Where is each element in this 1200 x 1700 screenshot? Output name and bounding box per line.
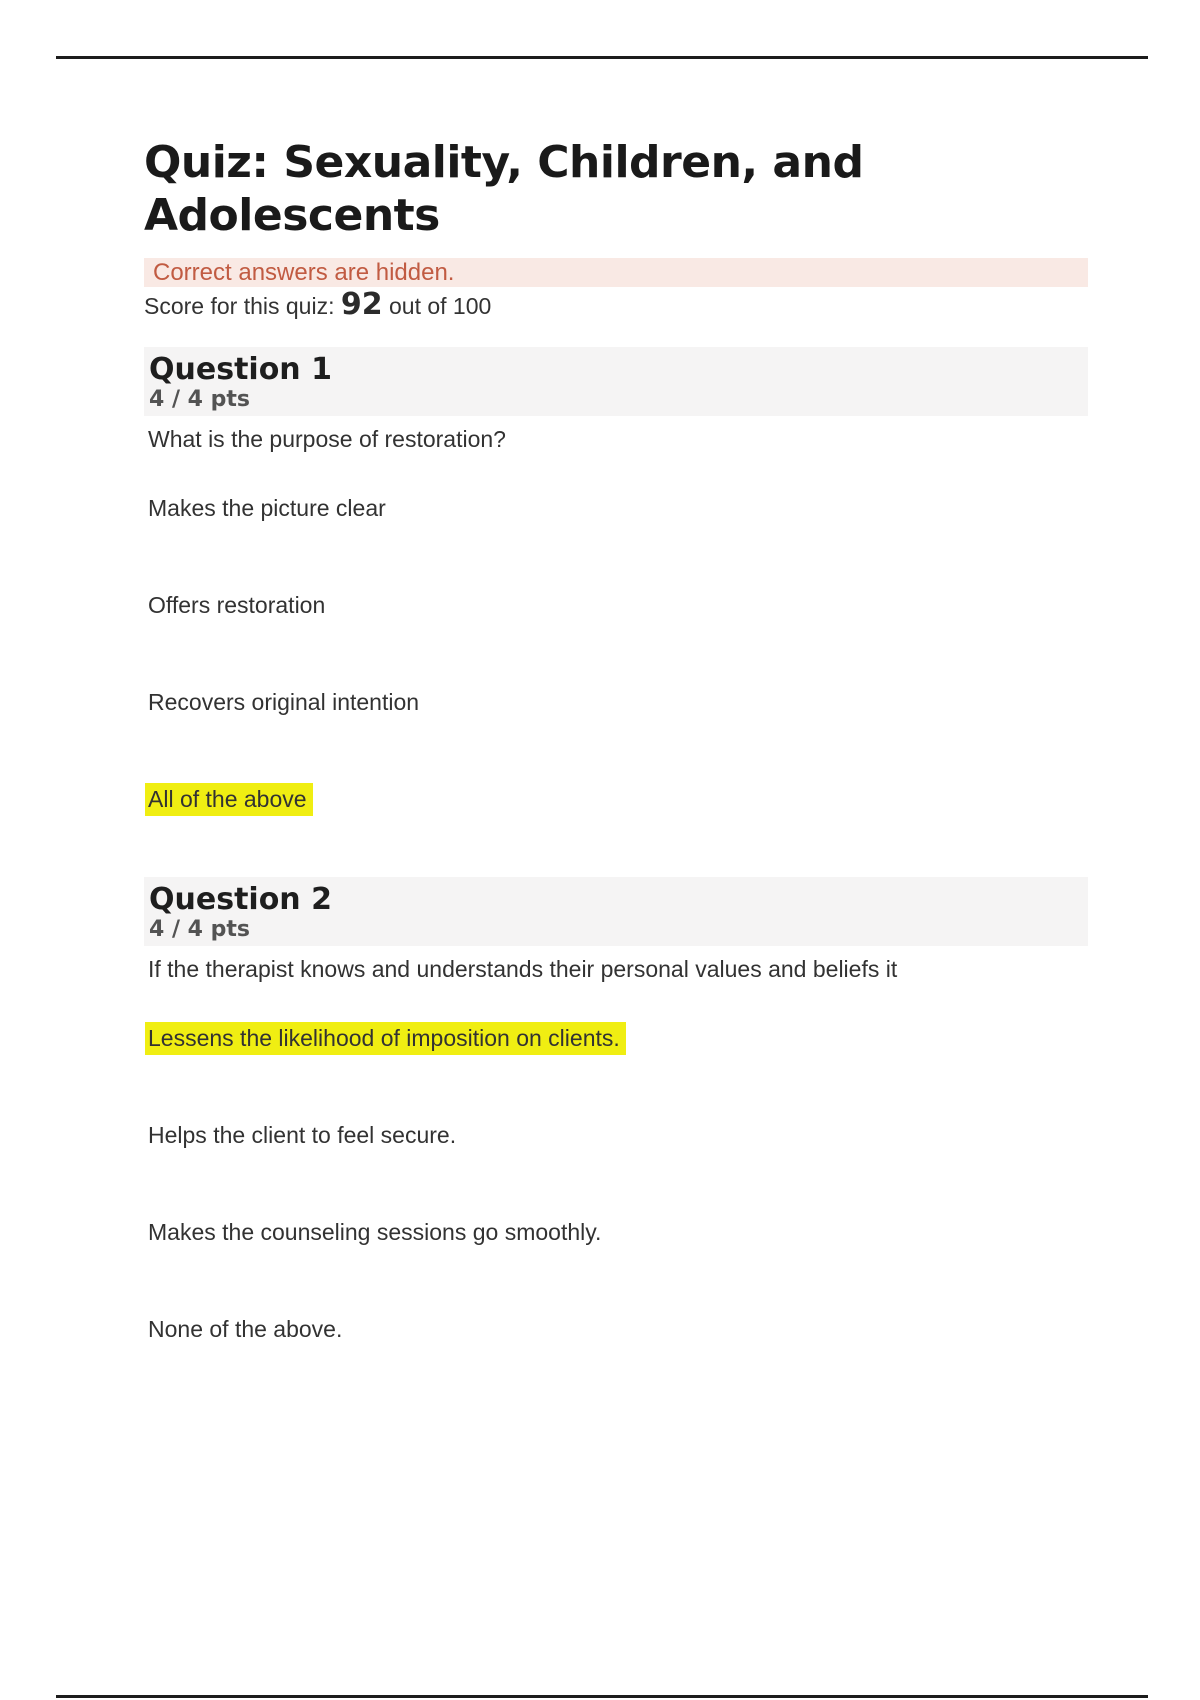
quiz-document <box>144 0 1088 1343</box>
answer-option <box>144 1025 1088 1052</box>
score-prefix: Score for this quiz: <box>144 293 335 319</box>
answer-option <box>144 689 1088 716</box>
answer-option <box>144 786 1088 813</box>
score-value: 92 <box>340 287 383 322</box>
question-section <box>144 347 1088 813</box>
options-list <box>144 495 1088 813</box>
answer-option-label: None of the above. <box>148 1316 343 1342</box>
question-heading: Question 1 <box>149 352 332 387</box>
answer-option <box>144 1122 1088 1149</box>
question-points: 4 / 4 pts <box>149 917 250 942</box>
question-section <box>144 877 1088 1343</box>
quiz-title: Quiz: Sexuality, Children, and Adolescents <box>144 137 864 241</box>
answer-option <box>144 1219 1088 1246</box>
highlighted-answer-label: Lessens the likelihood of imposition on clients. <box>145 1022 626 1055</box>
score-suffix: out of 100 <box>389 293 492 319</box>
question-text: What is the purpose of restoration? <box>148 426 506 452</box>
answer-option-label: Offers restoration <box>148 592 326 618</box>
questions-list <box>144 347 1088 1343</box>
answer-option-label: Makes the picture clear <box>148 495 386 521</box>
question-header <box>144 877 1088 946</box>
answer-option-label: Makes the counseling sessions go smoothly. <box>148 1219 602 1245</box>
correct-answers-hidden-banner <box>144 258 1088 287</box>
highlighted-answer-label: All of the above <box>145 783 313 816</box>
answer-option <box>144 495 1088 522</box>
question-points: 4 / 4 pts <box>149 387 250 412</box>
banner-text: Correct answers are hidden. <box>153 259 455 286</box>
options-list <box>144 1025 1088 1343</box>
page-bottom-border <box>56 1695 1148 1698</box>
question-heading: Question 2 <box>149 882 332 917</box>
question-header <box>144 347 1088 416</box>
answer-option <box>144 592 1088 619</box>
quiz-score <box>144 287 1088 322</box>
question-text: If the therapist knows and understands their personal values and beliefs it <box>148 956 898 982</box>
answer-option-label: Recovers original intention <box>148 689 420 715</box>
answer-option-label: Helps the client to feel secure. <box>148 1122 457 1148</box>
answer-option <box>144 1316 1088 1343</box>
